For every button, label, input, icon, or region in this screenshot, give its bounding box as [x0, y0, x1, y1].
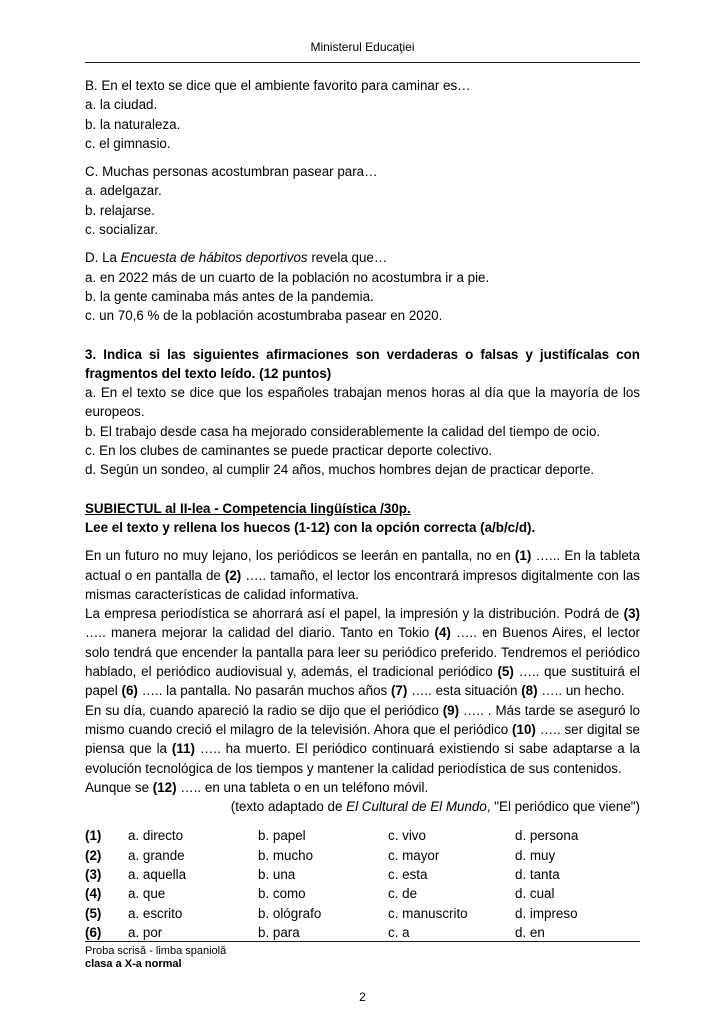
cloze-options-row [85, 865, 640, 884]
section-2-title: SUBIECTUL al II-lea - Competencia lingüística /30p. [85, 500, 411, 516]
option-d: d. impreso [515, 905, 578, 921]
question-b-stem: B. En el texto se dice que el ambiente favorito para caminar es… [85, 78, 471, 93]
option-b: b. como [258, 886, 306, 902]
option-a: a. directo [128, 828, 184, 844]
text-segment: (3) [623, 606, 640, 622]
text-segment: En un futuro no muy lejano, los periódicos se leerán en pantalla, no en [85, 548, 515, 564]
footer-rule [85, 941, 640, 942]
option-c: c. vivo [388, 828, 426, 844]
cloze-options-row [85, 904, 640, 923]
cloze-options-row [85, 846, 640, 865]
option-c: c. esta [388, 866, 428, 882]
question-c-option-a: a. adelgazar. [85, 183, 162, 199]
option-b: b. para [258, 924, 300, 940]
option-b: b. una [258, 866, 296, 882]
option-d: d. cual [515, 886, 555, 902]
option-c: c. mayor [388, 847, 440, 863]
text-segment: (texto adaptado de [230, 799, 347, 815]
text-segment: (5) [497, 664, 514, 680]
cloze-options-table [85, 826, 640, 942]
cloze-paragraph-1 [85, 546, 640, 604]
text-segment: …... En la tableta actual o en pantalla de [85, 548, 640, 583]
option-c: c. de [388, 886, 418, 902]
text-segment: (8) [521, 683, 538, 699]
exercise-3-statement-d: d. Según un sondeo, al cumplir 24 años, muchos hombres dejan de practicar deporte. [85, 462, 595, 478]
question-b-option-b: b. la naturaleza. [85, 116, 181, 132]
option-b: b. ológrafo [258, 905, 322, 921]
text-segment: (1) [514, 548, 532, 564]
text-segment: ….. en Buenos Aires, el lector solo tendrá que encender la pantalla para leer su periódico preferido. Tendremos el periódico hablado, el periódico audiovisual y, además, el tradicional periódico [85, 625, 640, 680]
text-segment: Encuesta de hábitos deportivos [120, 250, 308, 266]
cloze-options-row [85, 884, 640, 903]
page-content [85, 76, 640, 942]
source-attribution [85, 797, 640, 816]
text-segment: , "El periódico que viene") [486, 799, 640, 815]
item-number: (4) [85, 886, 102, 902]
cloze-options-row [85, 826, 640, 845]
item-number: (1) [85, 828, 102, 844]
text-segment: ….. tamaño, el lector los encontrará impresos digitalmente con las mismas características de calidad informativa. [85, 567, 640, 602]
exercise-3-heading: 3. Indica si las siguientes afirmaciones son verdaderas o falsas y justifícalas con fragmentos del texto leído. (12 puntos) [85, 346, 640, 381]
option-b: b. papel [258, 828, 306, 844]
text-segment: ….. en una tableta o en un teléfono móvil. [176, 779, 429, 795]
option-a: a. que [128, 886, 166, 902]
question-d-option-a: a. en 2022 más de un cuarto de la población no acostumbra ir a pie. [85, 269, 490, 285]
question-d-stem [85, 248, 640, 267]
section-2-instruction: Lee el texto y rellena los huecos (1-12) con la opción correcta (a/b/c/d). [85, 519, 536, 535]
text-segment: (7) [390, 683, 408, 699]
text-segment: D. La [85, 250, 121, 266]
text-segment: ….. esta situación [407, 683, 522, 699]
exam-type-label: Proba scrisă - limba spaniolă [85, 945, 227, 957]
question-b-option-a: a. la ciudad. [85, 97, 158, 113]
text-segment: La empresa periodística se ahorrará así el papel, la impresión y la distribución. Podrá de [85, 606, 624, 622]
question-c-option-c: c. socializar. [85, 222, 158, 238]
text-segment: ….. . Más tarde se aseguró lo mismo cuando creció el milagro de la televisión. Ahora que el periódico [85, 702, 640, 737]
item-number: (6) [85, 924, 102, 940]
option-c: c. manuscrito [388, 905, 468, 921]
text-segment: (11) [171, 741, 195, 757]
cloze-paragraph-4 [85, 778, 640, 797]
text-segment: (12) [152, 779, 177, 795]
option-d: d. en [515, 924, 545, 940]
item-number: (2) [85, 847, 102, 863]
text-segment: Aunque se [85, 779, 153, 795]
option-a: a. grande [128, 847, 185, 863]
option-a: a. por [128, 924, 163, 940]
exercise-3-statement-b: b. El trabajo desde casa ha mejorado considerablemente la calidad del tiempo de ocio. [85, 423, 601, 439]
class-label: clasa a X-a normal [85, 957, 182, 970]
text-segment: ….. manera mejorar la calidad del diario. Tanto en Tokio [85, 625, 435, 641]
text-segment: (10) [512, 721, 536, 737]
option-b: b. mucho [258, 847, 314, 863]
text-segment: ….. la pantalla. No pasarán muchos años [137, 683, 391, 699]
header-rule [85, 62, 640, 63]
option-c: c. a [388, 924, 410, 940]
cloze-options-row [85, 923, 640, 942]
item-number: (5) [85, 905, 102, 921]
option-a: a. aquella [128, 866, 187, 882]
cloze-paragraph-3 [85, 701, 640, 778]
text-segment: ….. un hecho. [537, 683, 625, 699]
option-d: d. persona [515, 828, 579, 844]
question-b-option-c: c. el gimnasio. [85, 135, 171, 151]
question-d-option-c: c. un 70,6 % de la población acostumbraba pasear en 2020. [85, 308, 443, 324]
text-segment: (4) [434, 625, 451, 641]
exercise-3-statement-a: a. En el texto se dice que los españoles trabajan menos horas al día que la mayoría de los europeos. [85, 385, 640, 420]
exercise-3-statement-c: c. En los clubes de caminantes se puede practicar deporte colectivo. [85, 443, 493, 459]
text-segment: (9) [442, 702, 460, 718]
question-d-option-b: b. la gente caminaba más antes de la pandemia. [85, 288, 374, 304]
option-d: d. muy [515, 847, 556, 863]
question-c-option-b: b. relajarse. [85, 202, 155, 218]
option-d: d. tanta [515, 866, 560, 882]
text-segment: ….. ha muerto. El periódico continuará existiendo si sabe adaptarse a la evolución tecnológica de los tiempos y mantener la calidad periodística de sus contenidos. [85, 741, 641, 776]
ministry-header: Ministerul Educaţiei [310, 40, 415, 54]
text-segment: El Cultural de El Mundo [346, 799, 487, 815]
text-segment: (2) [224, 567, 242, 583]
text-segment: ….. ser digital se piensa que la [85, 721, 640, 757]
item-number: (3) [85, 866, 102, 882]
page-number: 2 [359, 990, 366, 1004]
text-segment: revela que… [307, 250, 388, 266]
text-segment: ….. que sustituirá el papel [85, 664, 640, 699]
option-a: a. escrito [128, 905, 183, 921]
page-footer [85, 941, 640, 970]
text-segment: En su día, cuando apareció la radio se dijo que el periódico [85, 702, 443, 718]
cloze-paragraph-2 [85, 604, 640, 700]
question-c-stem: C. Muchas personas acostumbran pasear para… [85, 164, 378, 180]
text-segment: (6) [121, 683, 138, 699]
